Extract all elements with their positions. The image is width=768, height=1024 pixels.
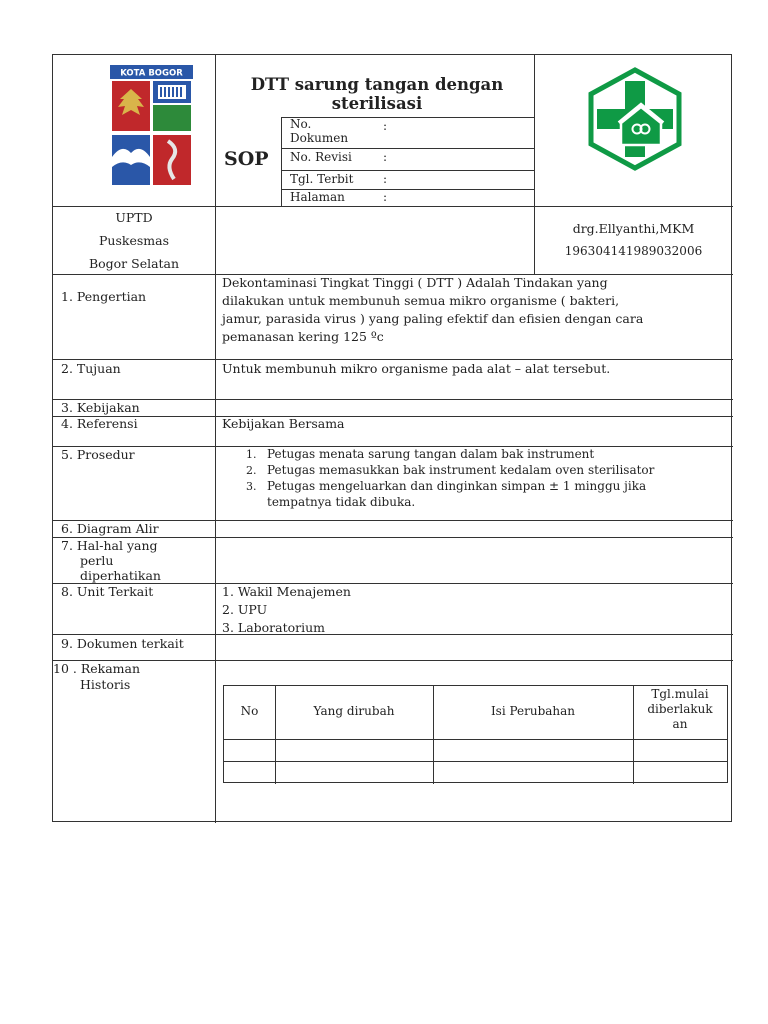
prosedur-step-3: Petugas mengeluarkan dan dinginkan simpan ± 1 minggu jika <box>267 479 647 493</box>
row-line-header <box>53 206 733 207</box>
hal-line-3: diperhatikan <box>80 568 161 583</box>
title-line-2: sterilisasi <box>331 94 423 113</box>
meta-line-3 <box>281 170 534 171</box>
meta-colon-4: : <box>383 190 388 204</box>
unit-item-2: 2. UPU <box>222 602 268 617</box>
puskesmas-logo-icon <box>583 67 687 171</box>
document-title <box>218 75 536 113</box>
dokumen-label: 9. Dokumen terkait <box>61 636 184 651</box>
prosedur-num-1: 1. <box>246 448 257 461</box>
hist-row-1 <box>224 739 727 740</box>
diagram-label: 6. Diagram Alir <box>61 521 159 536</box>
left-column-divider <box>215 55 216 823</box>
hist-header-tgl-1: Tgl.mulai <box>651 687 709 701</box>
hist-header-no: No <box>240 704 259 718</box>
tujuan-text: Untuk membunuh mikro organisme pada alat – alat tersebut. <box>222 361 611 376</box>
row-line-2 <box>53 399 733 400</box>
signer-nip: 196304141989032006 <box>564 244 703 258</box>
org-uptd: UPTD <box>115 210 153 225</box>
hist-row-2 <box>224 761 727 762</box>
rekaman-line-2: Historis <box>80 677 131 692</box>
meta-halaman-label: Halaman <box>290 190 345 204</box>
hist-header-yang: Yang dirubah <box>313 704 395 718</box>
kota-bogor-emblem-icon <box>110 65 193 189</box>
prosedur-step-1: Petugas menata sarung tangan dalam bak instrument <box>267 447 595 461</box>
meta-no-dokumen-label <box>290 117 348 145</box>
kebijakan-label: 3. Kebijakan <box>61 400 140 415</box>
hist-header-tgl-3: an <box>672 717 688 731</box>
meta-dokumen-line: Dokumen <box>290 131 349 145</box>
referensi-text: Kebijakan Bersama <box>222 416 345 431</box>
hist-header-isi: Isi Perubahan <box>490 704 576 718</box>
title-line-1: DTT sarung tangan dengan <box>250 75 504 94</box>
pengertian-line-1: Dekontaminasi Tingkat Tinggi ( DTT ) Adalah Tindakan yang <box>222 275 608 290</box>
prosedur-num-2: 2. <box>246 464 257 477</box>
hist-col-1 <box>275 686 276 784</box>
unit-label: 8. Unit Terkait <box>61 584 154 599</box>
pengertian-line-3: jamur, parasida virus ) yang paling efektif dan efisien dengan cara <box>222 311 644 326</box>
meta-terbit-label: Tgl. Terbit <box>290 172 354 186</box>
prosedur-step-3-cont: tempatnya tidak dibuka. <box>267 495 416 509</box>
hist-col-2 <box>433 686 434 784</box>
sop-document <box>52 54 732 822</box>
signer-name: drg.Ellyanthi,MKM <box>572 221 695 236</box>
hist-header-tgl-2: diberlakuk <box>647 702 713 716</box>
org-bogor-selatan: Bogor Selatan <box>88 256 180 271</box>
sop-divider <box>281 117 282 207</box>
kota-label: KOTA BOGOR <box>120 68 183 79</box>
row-line-9 <box>53 660 733 661</box>
unit-item-3: 3. Laboratorium <box>222 620 326 635</box>
meta-line-2 <box>281 148 534 149</box>
sop-label: SOP <box>224 148 269 170</box>
row-line-3 <box>53 416 733 417</box>
pengertian-line-4: pemanasan kering 125 ºc <box>222 329 384 344</box>
meta-revisi-label: No. Revisi <box>290 150 352 164</box>
meta-colon-3: : <box>383 172 388 186</box>
prosedur-step-2: Petugas memasukkan bak instrument kedalam oven sterilisator <box>267 463 655 477</box>
meta-colon-2: : <box>383 150 388 164</box>
hal-line-2: perlu <box>80 553 114 568</box>
pengertian-label: 1. Pengertian <box>61 289 147 304</box>
meta-no-line: No. <box>290 117 312 131</box>
prosedur-num-3: 3. <box>246 480 257 493</box>
tujuan-label: 2. Tujuan <box>61 361 121 376</box>
referensi-label: 4. Referensi <box>61 416 138 431</box>
hal-line-1: 7. Hal-hal yang <box>61 538 158 553</box>
meta-colon-1: : <box>383 119 388 133</box>
rekaman-line-1: 10 . Rekaman <box>53 661 141 676</box>
history-table <box>223 685 728 783</box>
org-puskesmas: Puskesmas <box>99 233 169 248</box>
unit-item-1: 1. Wakil Menajemen <box>222 584 351 599</box>
prosedur-label: 5. Prosedur <box>61 447 135 462</box>
pengertian-line-2: dilakukan untuk membunuh semua mikro organisme ( bakteri, <box>222 293 620 308</box>
